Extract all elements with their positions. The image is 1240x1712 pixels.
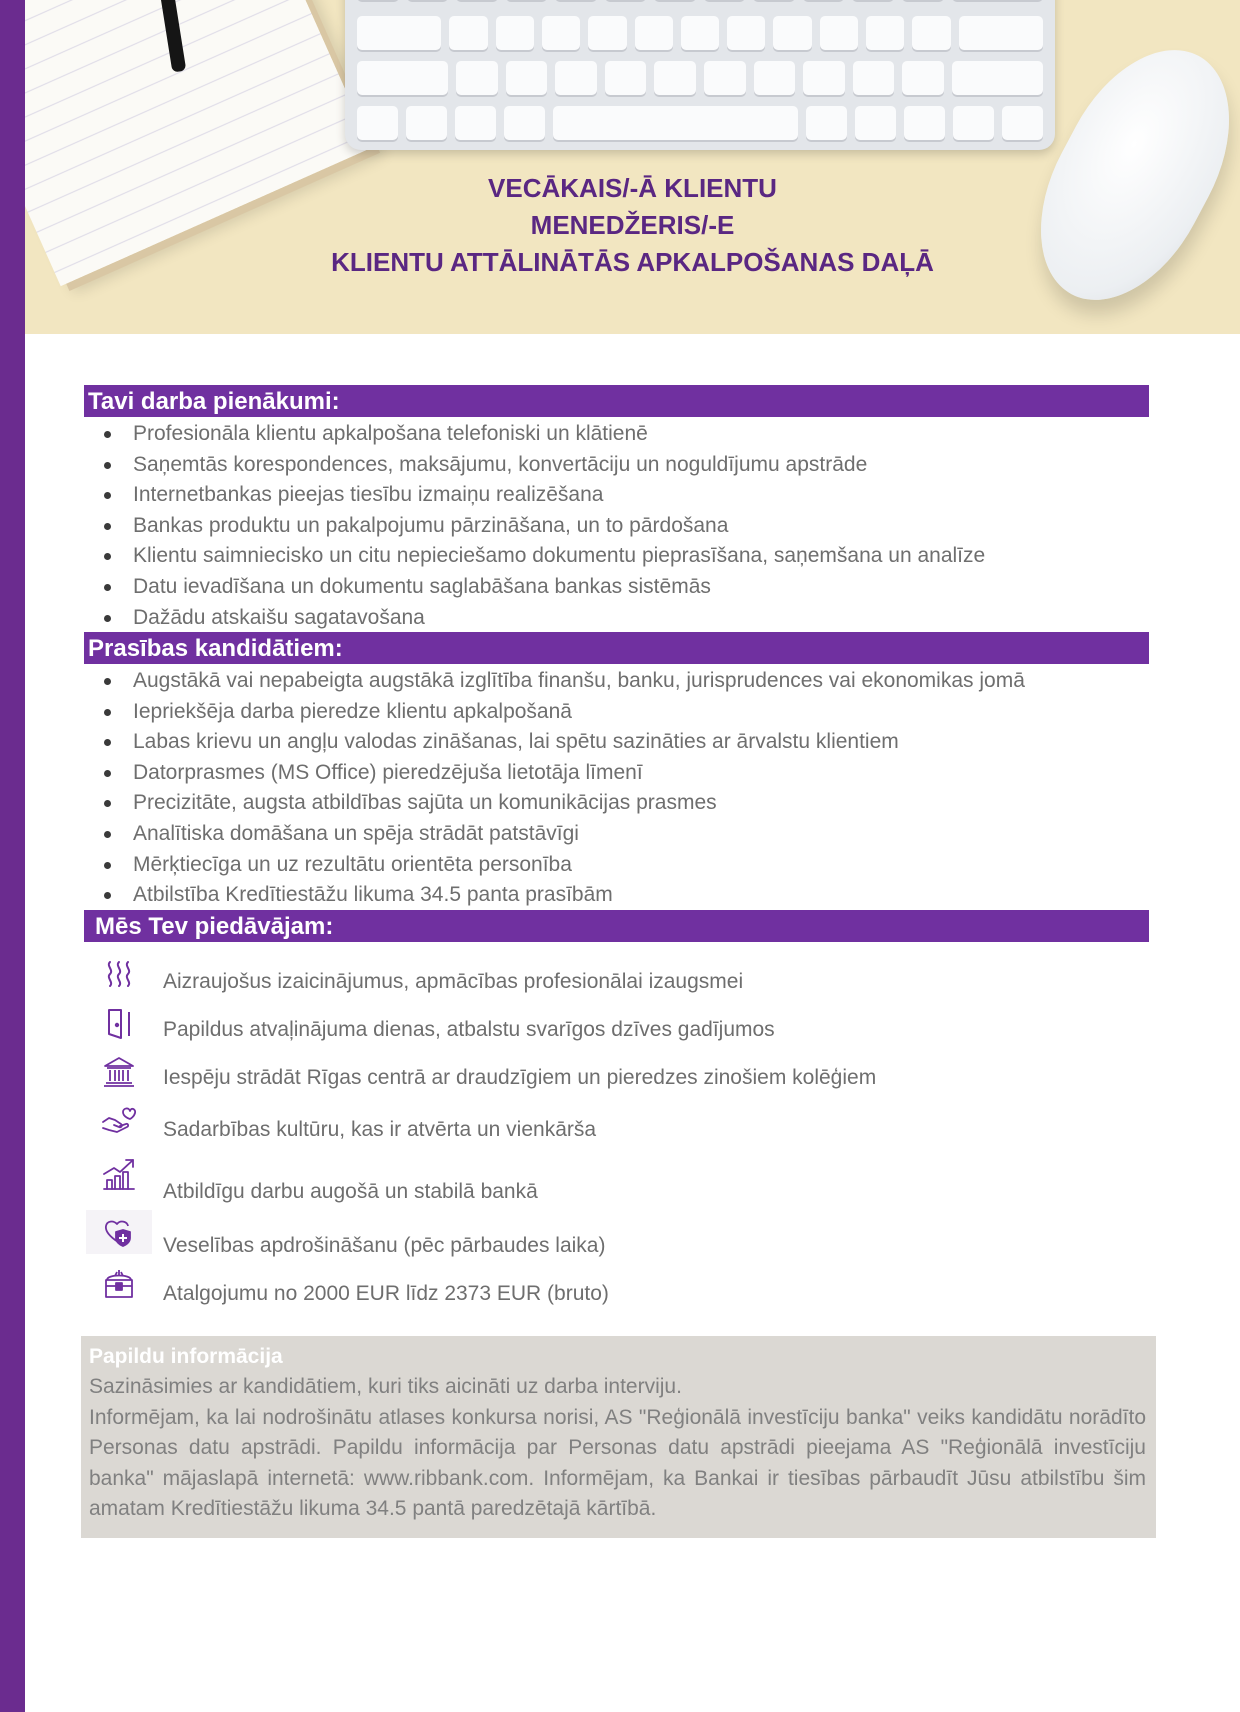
info-contact-line: Sazināsimies ar kandidātiem, kuri tiks aicināti uz darba interviju. <box>89 1375 682 1398</box>
list-item: Profesionāla klientu apkalpošana telefoniski un klātienē <box>104 419 1164 450</box>
list-item: Augstākā vai nepabeigta augstākā izglītība finanšu, banku, jurisprudences vai ekonomikas jomā <box>104 666 1164 697</box>
offer-text: Veselības apdrošināšanu (pēc pārbaudes laika) <box>163 1234 606 1257</box>
list-item: Labas krievu un angļu valodas zināšanas, lai spētu sazināties ar ārvalstu klientiem <box>104 727 1164 758</box>
list-item: Iepriekšēja darba pieredze klientu apkalpošanā <box>104 697 1164 728</box>
offers-heading: Mēs Tev piedāvājam: <box>84 910 1149 942</box>
offer-text: Atalgojumu no 2000 EUR līdz 2373 EUR (bruto) <box>163 1282 609 1305</box>
requirements-list <box>104 666 1164 911</box>
requirements-heading: Prasības kandidātiem: <box>84 632 1149 664</box>
offer-text: Aizraujošus izaicinājumus, apmācības profesionālai izaugsmei <box>163 970 744 993</box>
info-paragraph: Informējam, ka lai nodrošinātu atlases konkursa norisi, AS "Reģionālā investīciju banka" veiks kandidātu norādīto Personas datu apstrādi. Papildu informācija par Personas datu apstrādi pieejama AS "Reģionālā investīciju banka" mājaslapā internetā: www.ribbank.com. Informējam, ka Bankai ir tiesības pārbaudīt Jūsu atbilstību šim amatam Kredītiestāžu likuma 34.5 pantā paredzētajā kārtībā. <box>89 1405 1146 1520</box>
list-item: Dažādu atskaišu sagatavošana <box>104 603 1164 634</box>
list-item: Precizitāte, augsta atbildības sajūta un komunikācijas prasmes <box>104 788 1164 819</box>
job-title <box>25 170 1240 281</box>
wavy-lines-icon <box>86 952 152 996</box>
list-item: Klientu saimniecisko un citu nepieciešamo dokumentu pieprasīšana, saņemšana un analīze <box>104 541 1164 572</box>
list-item: Atbilstība Kredītiestāžu likuma 34.5 panta prasībām <box>104 880 1164 911</box>
list-item: Datorprasmes (MS Office) pieredzējuša lietotāja līmenī <box>104 758 1164 789</box>
offer-item <box>86 1210 1146 1260</box>
duties-heading: Tavi darba pienākumi: <box>84 385 1149 417</box>
offer-item <box>86 1262 1146 1312</box>
offer-item <box>86 952 1146 1002</box>
list-item: Internetbankas pieejas tiesību izmaiņu realizēšana <box>104 480 1164 511</box>
job-title-line-3: KLIENTU ATTĀLINĀTĀS APKALPOŠANAS DAĻĀ <box>331 247 934 277</box>
offer-item <box>86 1050 1146 1100</box>
growth-chart-icon <box>86 1152 152 1196</box>
job-title-line-1: VECĀKAIS/-Ā KLIENTU <box>488 173 777 203</box>
job-title-line-2: MENEDŽERIS/-E <box>530 210 735 240</box>
duties-list <box>104 419 1164 633</box>
offer-item <box>86 1002 1146 1052</box>
heart-shield-icon <box>86 1210 152 1254</box>
hero-banner <box>25 0 1240 334</box>
additional-info-box <box>81 1336 1156 1538</box>
offer-text: Sadarbības kultūru, kas ir atvērta un vienkārša <box>163 1118 597 1141</box>
offer-item <box>86 1152 1146 1202</box>
list-item: Datu ievadīšana un dokumentu saglabāšana bankas sistēmās <box>104 572 1164 603</box>
offer-item <box>86 1098 1146 1148</box>
left-accent-bar <box>0 0 25 1712</box>
treasure-chest-icon <box>86 1262 152 1306</box>
bank-building-icon <box>86 1050 152 1094</box>
list-item: Saņemtās korespondences, maksājumu, konvertāciju un noguldījumu apstrāde <box>104 450 1164 481</box>
offer-text: Iespēju strādāt Rīgas centrā ar draudzīgiem un pieredzes zinošiem kolēģiem <box>163 1066 877 1089</box>
door-icon <box>86 1002 152 1046</box>
offer-text: Atbildīgu darbu augošā un stabilā bankā <box>163 1180 538 1203</box>
list-item: Analītiska domāšana un spēja strādāt patstāvīgi <box>104 819 1164 850</box>
handshake-heart-icon <box>86 1098 152 1142</box>
offer-text: Papildus atvaļinājuma dienas, atbalstu svarīgos dzīves gadījumos <box>163 1018 775 1041</box>
info-heading: Papildu informācija <box>89 1345 283 1368</box>
keyboard-image <box>345 0 1055 150</box>
list-item: Mērķtiecīga un uz rezultātu orientēta personība <box>104 850 1164 881</box>
list-item: Bankas produktu un pakalpojumu pārzināšana, un to pārdošana <box>104 511 1164 542</box>
